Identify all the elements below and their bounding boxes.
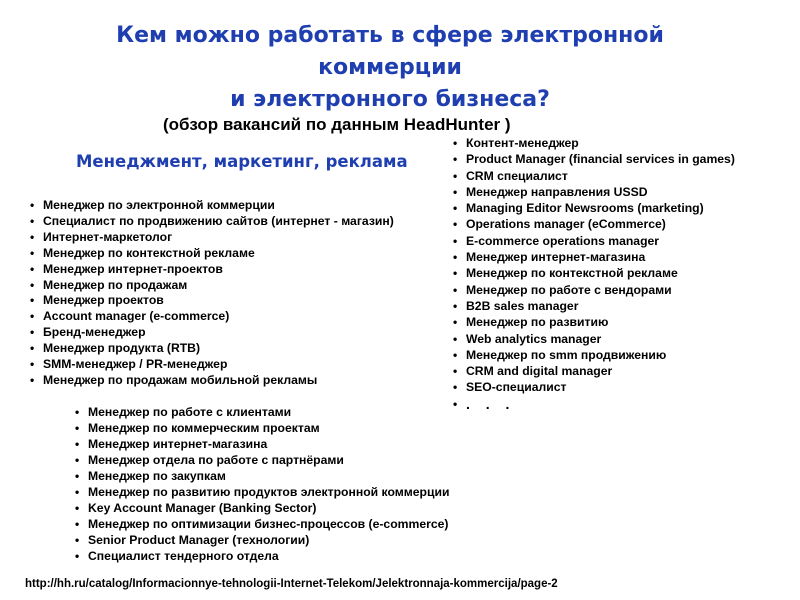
list-item: • SMM-менеджер / PR-менеджер: [27, 357, 394, 373]
list-item: • Web analytics manager: [450, 331, 735, 347]
list-item: • Account manager (e-commerce): [27, 309, 394, 325]
section-heading: Менеджмент, маркетинг, реклама: [76, 152, 408, 171]
list-item: • Senior Product Manager (технологии): [72, 532, 449, 548]
list-item: • Key Account Manager (Banking Sector): [72, 500, 449, 516]
list-item: • Менеджер по коммерческим проектам: [72, 420, 449, 436]
list-item: • Специалист по продвижению сайтов (интернет - магазин): [27, 214, 394, 230]
list-item: • CRM and digital manager: [450, 363, 735, 379]
page-title-line-2: коммерции: [318, 55, 462, 80]
page-title-line-1: Кем можно работать в сфере электронной: [116, 23, 664, 48]
list-item: • Менеджер по развитию продуктов электронной коммерции: [72, 484, 449, 500]
list-item: • E-commerce operations manager: [450, 233, 735, 249]
list-item: • CRM специалист: [450, 168, 735, 184]
page-title-line-3: и электронного бизнеса?: [230, 87, 550, 112]
list-item: • Менеджер по электронной коммерции: [27, 198, 394, 214]
middle-vacancy-list: [72, 404, 449, 564]
list-item: • Менеджер по smm продвижению: [450, 347, 735, 363]
list-item: • Менеджер интернет-магазина: [450, 249, 735, 265]
list-item: • Managing Editor Newsrooms (marketing): [450, 200, 735, 216]
source-link[interactable]: http://hh.ru/catalog/Informacionnye-tehnologii-Internet-Telekom/Jelektronnaja-kommercija/page-2: [25, 578, 558, 590]
list-item: • Product Manager (financial services in games): [450, 151, 735, 167]
list-item: • Специалист тендерного отдела: [72, 548, 449, 564]
list-item: • Менеджер по работе с вендорами: [450, 282, 735, 298]
list-item: • Менеджер направления USSD: [450, 184, 735, 200]
right-vacancy-list: [450, 135, 735, 412]
list-item: • Менеджер по закупкам: [72, 468, 449, 484]
left-vacancy-list: [27, 198, 394, 389]
list-item: • Бренд-менеджер: [27, 325, 394, 341]
list-item: • Менеджер по работе с клиентами: [72, 404, 449, 420]
list-item: • Менеджер по продажам: [27, 278, 394, 294]
list-item: • Менеджер интернет-проектов: [27, 262, 394, 278]
list-item: • Менеджер по контекстной рекламе: [450, 265, 735, 281]
list-item: • Менеджер интернет-магазина: [72, 436, 449, 452]
list-item: • . . .: [450, 396, 735, 412]
list-item: • Operations manager (eCommerce): [450, 216, 735, 232]
list-item: • Менеджер по развитию: [450, 314, 735, 330]
list-item: • Менеджер отдела по работе с партнёрами: [72, 452, 449, 468]
list-item: • Менеджер продукта (RTB): [27, 341, 394, 357]
page-subtitle: (обзор вакансий по данным HeadHunter ): [163, 115, 511, 134]
list-item: • B2B sales manager: [450, 298, 735, 314]
list-item: • Менеджер по оптимизации бизнес-процессов (e-commerce): [72, 516, 449, 532]
list-item: • Менеджер по продажам мобильной рекламы: [27, 373, 394, 389]
list-item: • Менеджер проектов: [27, 293, 394, 309]
list-item: • Менеджер по контекстной рекламе: [27, 246, 394, 262]
list-item: • Контент-менеджер: [450, 135, 735, 151]
list-item: • SEO-специалист: [450, 379, 735, 395]
list-item: • Интернет-маркетолог: [27, 230, 394, 246]
